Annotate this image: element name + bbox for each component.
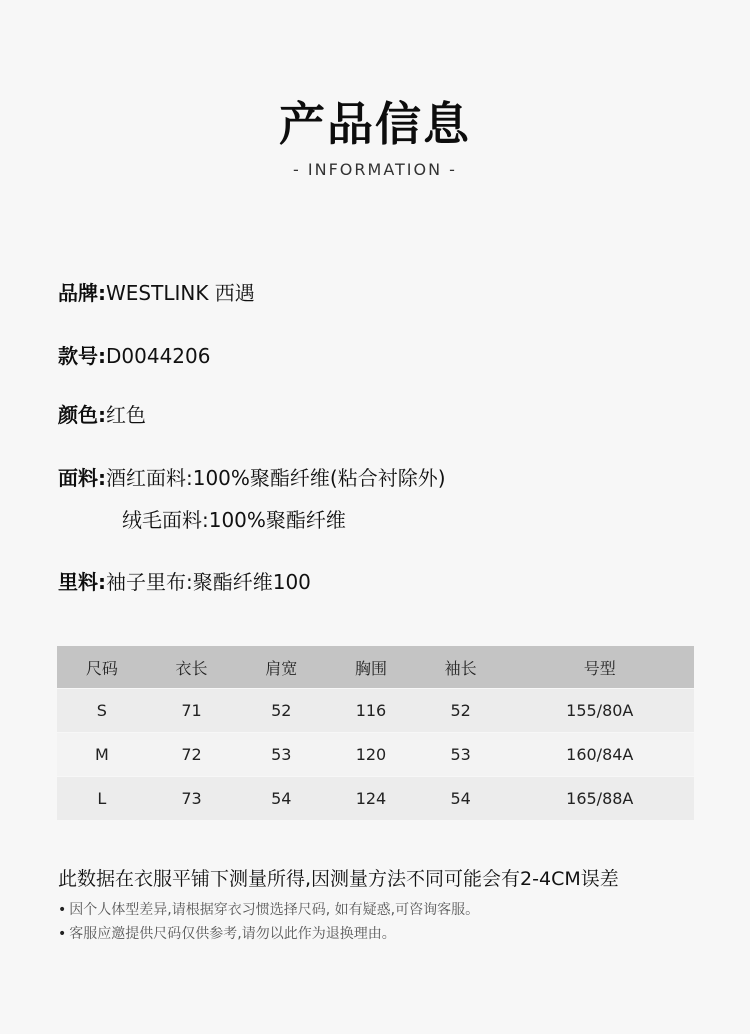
table-cell: M [57,733,147,777]
table-cell: 73 [147,777,237,821]
note-text: 因个人体型差异,请根据穿衣习惯选择尺码, 如有疑惑,可咨询客服。 [69,902,480,918]
size-table [57,646,694,820]
lining-row [58,570,311,594]
color-label: 颜色: [58,403,106,427]
brand-row [58,281,255,305]
table-cell: 160/84A [506,733,694,777]
table-cell: 53 [416,733,506,777]
color-value: 红色 [106,403,146,427]
color-row [58,403,146,427]
style-no-row [58,344,210,368]
page-title: 产品信息 [279,97,471,151]
page-subtitle: - INFORMATION - [293,160,457,179]
table-cell: 120 [326,733,416,777]
table-cell: 124 [326,777,416,821]
style-no-label: 款号: [58,344,106,368]
table-row [57,733,694,777]
col-sleeve: 袖长 [416,646,506,689]
note-item [58,923,396,943]
style-no-value: D0044206 [106,344,211,368]
fabric-row [58,466,446,490]
table-cell: S [57,689,147,733]
table-row [57,777,694,821]
col-size: 尺码 [57,646,147,689]
table-row [57,689,694,733]
table-cell: 52 [416,689,506,733]
table-cell: L [57,777,147,821]
col-length: 衣长 [147,646,237,689]
lining-label: 里料: [58,570,106,594]
table-cell: 155/80A [506,689,694,733]
note-text: 客服应邀提供尺码仅供参考,请勿以此作为退换理由。 [69,926,396,942]
table-cell: 116 [326,689,416,733]
bullet: • [58,926,67,942]
col-chest: 胸围 [326,646,416,689]
table-cell: 54 [416,777,506,821]
table-cell: 72 [147,733,237,777]
table-cell: 52 [236,689,326,733]
bullet: • [58,902,67,918]
col-shoulder: 肩宽 [236,646,326,689]
lining-value: 袖子里布:聚酯纤维100 [106,570,311,594]
fabric-value-2: 绒毛面料:100%聚酯纤维 [122,508,346,532]
size-table-header [57,646,694,689]
table-cell: 54 [236,777,326,821]
fabric-label: 面料: [58,466,106,490]
note-item [58,899,479,919]
fabric-value: 酒红面料:100%聚酯纤维(粘合衬除外) [106,466,446,490]
measurement-note: 此数据在衣服平铺下测量所得,因测量方法不同可能会有2-4CM误差 [58,868,619,890]
table-cell: 165/88A [506,777,694,821]
brand-value: WESTLINK 西遇 [106,281,255,305]
table-cell: 71 [147,689,237,733]
table-cell: 53 [236,733,326,777]
brand-label: 品牌: [58,281,106,305]
col-fit: 号型 [506,646,694,689]
